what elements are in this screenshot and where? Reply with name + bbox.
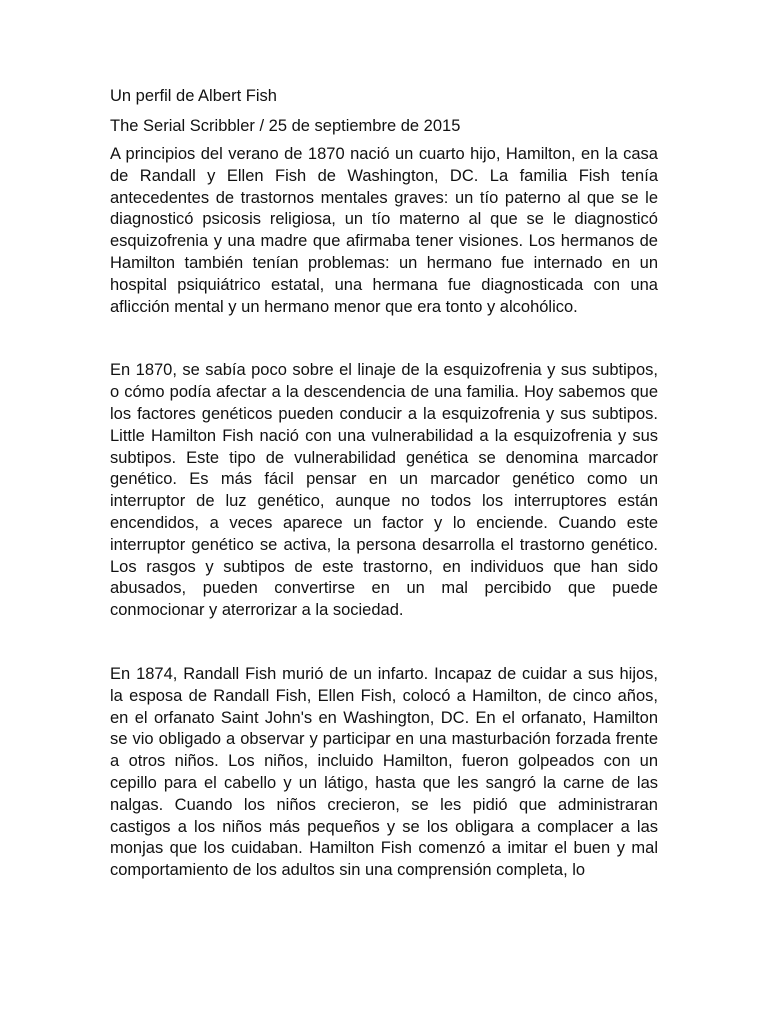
paragraph-1: A principios del verano de 1870 nació un cuarto hijo, Hamilton, en la casa de Randall y Ellen Fish de Washington, DC. La familia Fish tenía antecedentes de trastornos mentales graves: un tío paterno al que se le diagnosticó psicosis religiosa, un tío materno al que se le diagnosticó esquizofrenia y una madre que afirmaba tener visiones. Los hermanos de Hamilton también tenían problemas: un hermano fue internado en un hospital psiquiátrico estatal, una hermana fue diagnosticada con una aflicción mental y un hermano menor que era tonto y alcohólico. [110, 145, 658, 316]
document-page [110, 85, 658, 882]
paragraph-spacer [110, 622, 658, 664]
document-byline: The Serial Scribbler / 25 de septiembre de 2015 [110, 117, 461, 135]
paragraph-3: En 1874, Randall Fish murió de un infarto. Incapaz de cuidar a sus hijos, la esposa de Randall Fish, Ellen Fish, colocó a Hamilton, de cinco años, en el orfanato Saint John's en Washington, DC. En el orfanato, Hamilton se vio obligado a observar y participar en una masturbación forzada frente a otros niños. Los niños, incluido Hamilton, fueron golpeados con un cepillo para el cabello y un látigo, hasta que les sangró la carne de las nalgas. Cuando los niños crecieron, se les pidió que administraran castigos a los niños más pequeños y se los obligara a complacer a las monjas que los cuidaban. Hamilton Fish comenzó a imitar el buen y mal comportamiento de los adultos sin una comprensión completa, lo [110, 664, 658, 880]
paragraph-spacer [110, 318, 658, 360]
paragraph-2: En 1870, se sabía poco sobre el linaje de la esquizofrenia y sus subtipos, o cómo podía afectar a la descendencia de una familia. Hoy sabemos que los factores genéticos pueden conducir a la esquizofrenia y sus subtipos. Little Hamilton Fish nació con una vulnerabilidad a la esquizofrenia y sus subtipos. Este tipo de vulnerabilidad genética se denomina marcador genético. Es más fácil pensar en un marcador genético como un interruptor de luz genético, aunque no todos los interruptores están encendidos, a veces aparece un factor y lo enciende. Cuando este interruptor genético se activa, la persona desarrolla el trastorno genético. Los rasgos y subtipos de este trastorno, en individuos que han sido abusados, pueden convertirse en un mal percibido que puede conmocionar y aterrorizar a la sociedad. [110, 361, 658, 620]
document-title: Un perfil de Albert Fish [110, 87, 277, 105]
